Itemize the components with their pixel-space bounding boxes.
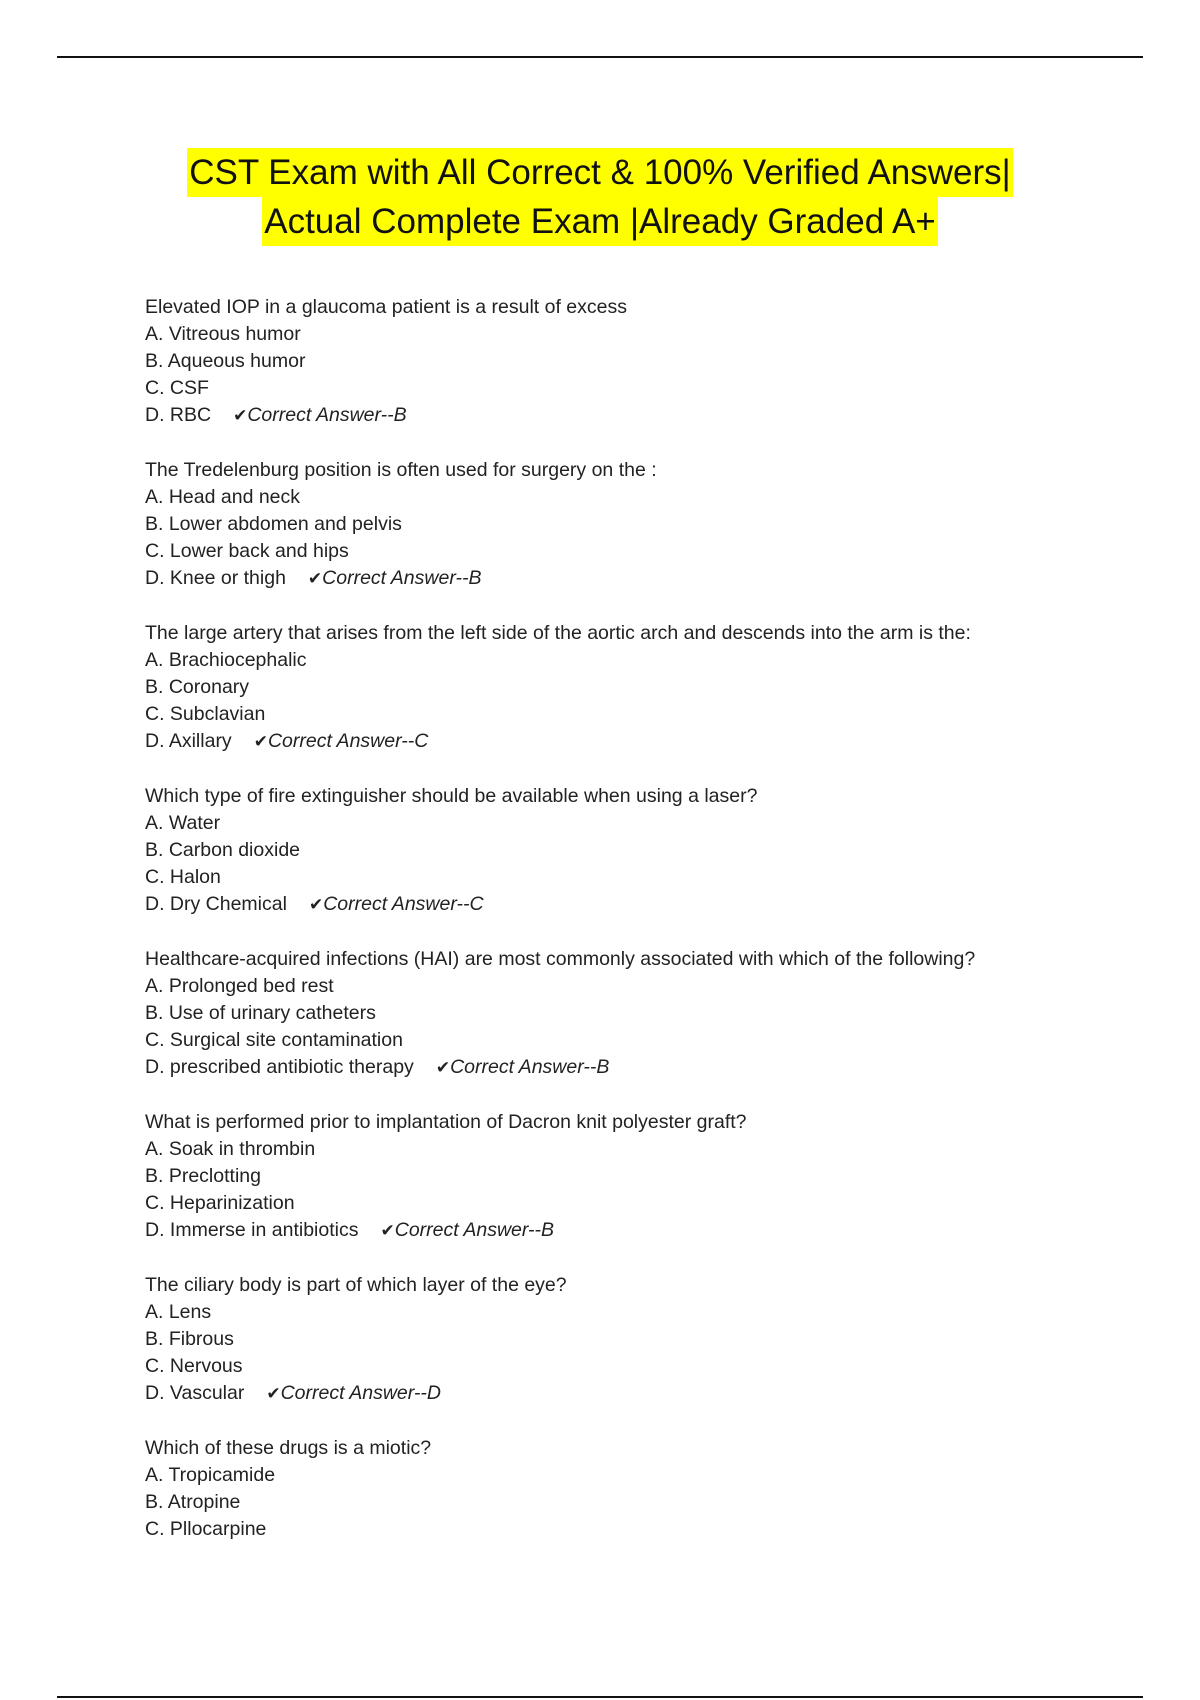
correct-answer-label: Correct Answer-- [322,567,469,589]
answer-option [145,1163,1145,1190]
question-text: Which of these drugs is a miotic? [145,1437,432,1459]
answer-option [145,1380,1145,1407]
question-block [145,294,1145,457]
option-text: C. Heparinization [145,1192,295,1214]
answer-option [145,1054,1145,1081]
question-block [145,946,1145,1109]
title-line-2: Actual Complete Exam |Already Graded A+ [262,197,938,246]
document-title [0,148,1200,246]
correct-answer [254,730,429,752]
correct-answer [436,1056,610,1078]
question-text: The ciliary body is part of which layer of the eye? [145,1274,567,1296]
title-line-1: CST Exam with All Correct & 100% Verified Answers| [187,148,1013,197]
question-block [145,620,1145,783]
correct-answer [308,567,482,589]
answer-option [145,810,1145,837]
answer-option [145,728,1145,755]
option-text: B. Fibrous [145,1328,234,1350]
option-text: B. Carbon dioxide [145,839,301,861]
option-text: B. Coronary [145,676,250,698]
question-text: The Tredelenburg position is often used for surgery on the : [145,459,657,481]
check-icon: ✔ [266,1384,281,1404]
answer-option [145,375,1145,402]
question-list [145,294,1145,1598]
correct-answer-letter: D [426,1382,441,1404]
question-block [145,1435,1145,1598]
correct-answer-label: Correct Answer-- [280,1382,427,1404]
option-text: C. Surgical site contamination [145,1029,403,1051]
correct-answer [380,1219,554,1241]
option-text: C. Lower back and hips [145,540,349,562]
correct-answer-label: Correct Answer-- [247,404,394,426]
option-text: B. Use of urinary catheters [145,1002,376,1024]
check-icon: ✔ [308,895,324,915]
answer-option [145,864,1145,891]
answer-option [145,674,1145,701]
check-icon: ✔ [307,569,323,589]
option-text: B. Lower abdomen and pelvis [145,513,402,535]
option-text: A. Soak in thrombin [145,1138,316,1160]
answer-option [145,1027,1145,1054]
correct-answer-label: Correct Answer-- [450,1056,597,1078]
option-text: B. Aqueous humor [145,350,306,372]
option-text: C. Pllocarpine [145,1518,267,1540]
answer-option [145,891,1145,918]
answer-option [145,1326,1145,1353]
correct-answer-letter: B [541,1219,555,1241]
answer-option [145,348,1145,375]
option-text: D. Axillary [145,730,232,752]
option-text: A. Head and neck [145,486,301,508]
correct-answer-letter: B [596,1056,610,1078]
correct-answer-letter: B [468,567,482,589]
option-text: C. CSF [145,377,209,399]
answer-option [145,1353,1145,1380]
correct-answer [266,1382,441,1404]
check-icon: ✔ [380,1221,395,1241]
correct-answer-letter: C [469,893,484,915]
option-text: A. Vitreous humor [145,323,301,345]
question-block [145,457,1145,620]
option-text: D. Dry Chemical [145,893,287,915]
answer-option [145,647,1145,674]
question-block [145,783,1145,946]
answer-option [145,1136,1145,1163]
question-text: Elevated IOP in a glaucoma patient is a result of excess [145,296,627,318]
option-text: A. Prolonged bed rest [145,975,334,997]
question-text: The large artery that arises from the left side of the aortic arch and descends into the arm is the: [145,622,971,644]
correct-answer-letter: C [414,730,429,752]
answer-option [145,1462,1145,1489]
answer-option [145,321,1145,348]
check-icon: ✔ [253,732,268,752]
correct-answer [233,404,407,426]
check-icon: ✔ [435,1058,451,1078]
option-text: D. prescribed antibiotic therapy [145,1056,414,1078]
correct-answer-label: Correct Answer-- [323,893,470,915]
option-text: A. Brachiocephalic [145,649,307,671]
answer-option [145,565,1145,592]
answer-option [145,538,1145,565]
answer-option [145,1516,1145,1543]
question-text: Healthcare-acquired infections (HAI) are most commonly associated with which of the following? [145,948,976,970]
question-text: What is performed prior to implantation of Dacron knit polyester graft? [145,1111,747,1133]
correct-answer-letter: B [393,404,407,426]
option-text: C. Nervous [145,1355,243,1377]
answer-option [145,1217,1145,1244]
answer-option [145,701,1145,728]
answer-option [145,402,1145,429]
option-text: B. Atropine [145,1491,241,1513]
answer-option [145,1299,1145,1326]
answer-option [145,484,1145,511]
answer-option [145,1489,1145,1516]
answer-option [145,511,1145,538]
option-text: A. Water [145,812,221,834]
option-text: D. Immerse in antibiotics [145,1219,359,1241]
option-text: A. Tropicamide [145,1464,276,1486]
top-rule [57,56,1143,58]
question-block [145,1272,1145,1435]
correct-answer [309,893,484,915]
option-text: D. Knee or thigh [145,567,286,589]
question-block [145,1109,1145,1272]
bottom-rule [57,1696,1143,1698]
option-text: D. RBC [145,404,212,426]
correct-answer-label: Correct Answer-- [394,1219,542,1241]
option-text: A. Lens [145,1301,212,1323]
answer-option [145,837,1145,864]
check-icon: ✔ [233,406,248,426]
option-text: D. Vascular [145,1382,245,1404]
answer-option [145,973,1145,1000]
answer-option [145,1000,1145,1027]
correct-answer-label: Correct Answer-- [267,730,415,752]
option-text: B. Preclotting [145,1165,261,1187]
answer-option [145,1190,1145,1217]
option-text: C. Subclavian [145,703,266,725]
option-text: C. Halon [145,866,221,888]
question-text: Which type of fire extinguisher should be available when using a laser? [145,785,758,807]
